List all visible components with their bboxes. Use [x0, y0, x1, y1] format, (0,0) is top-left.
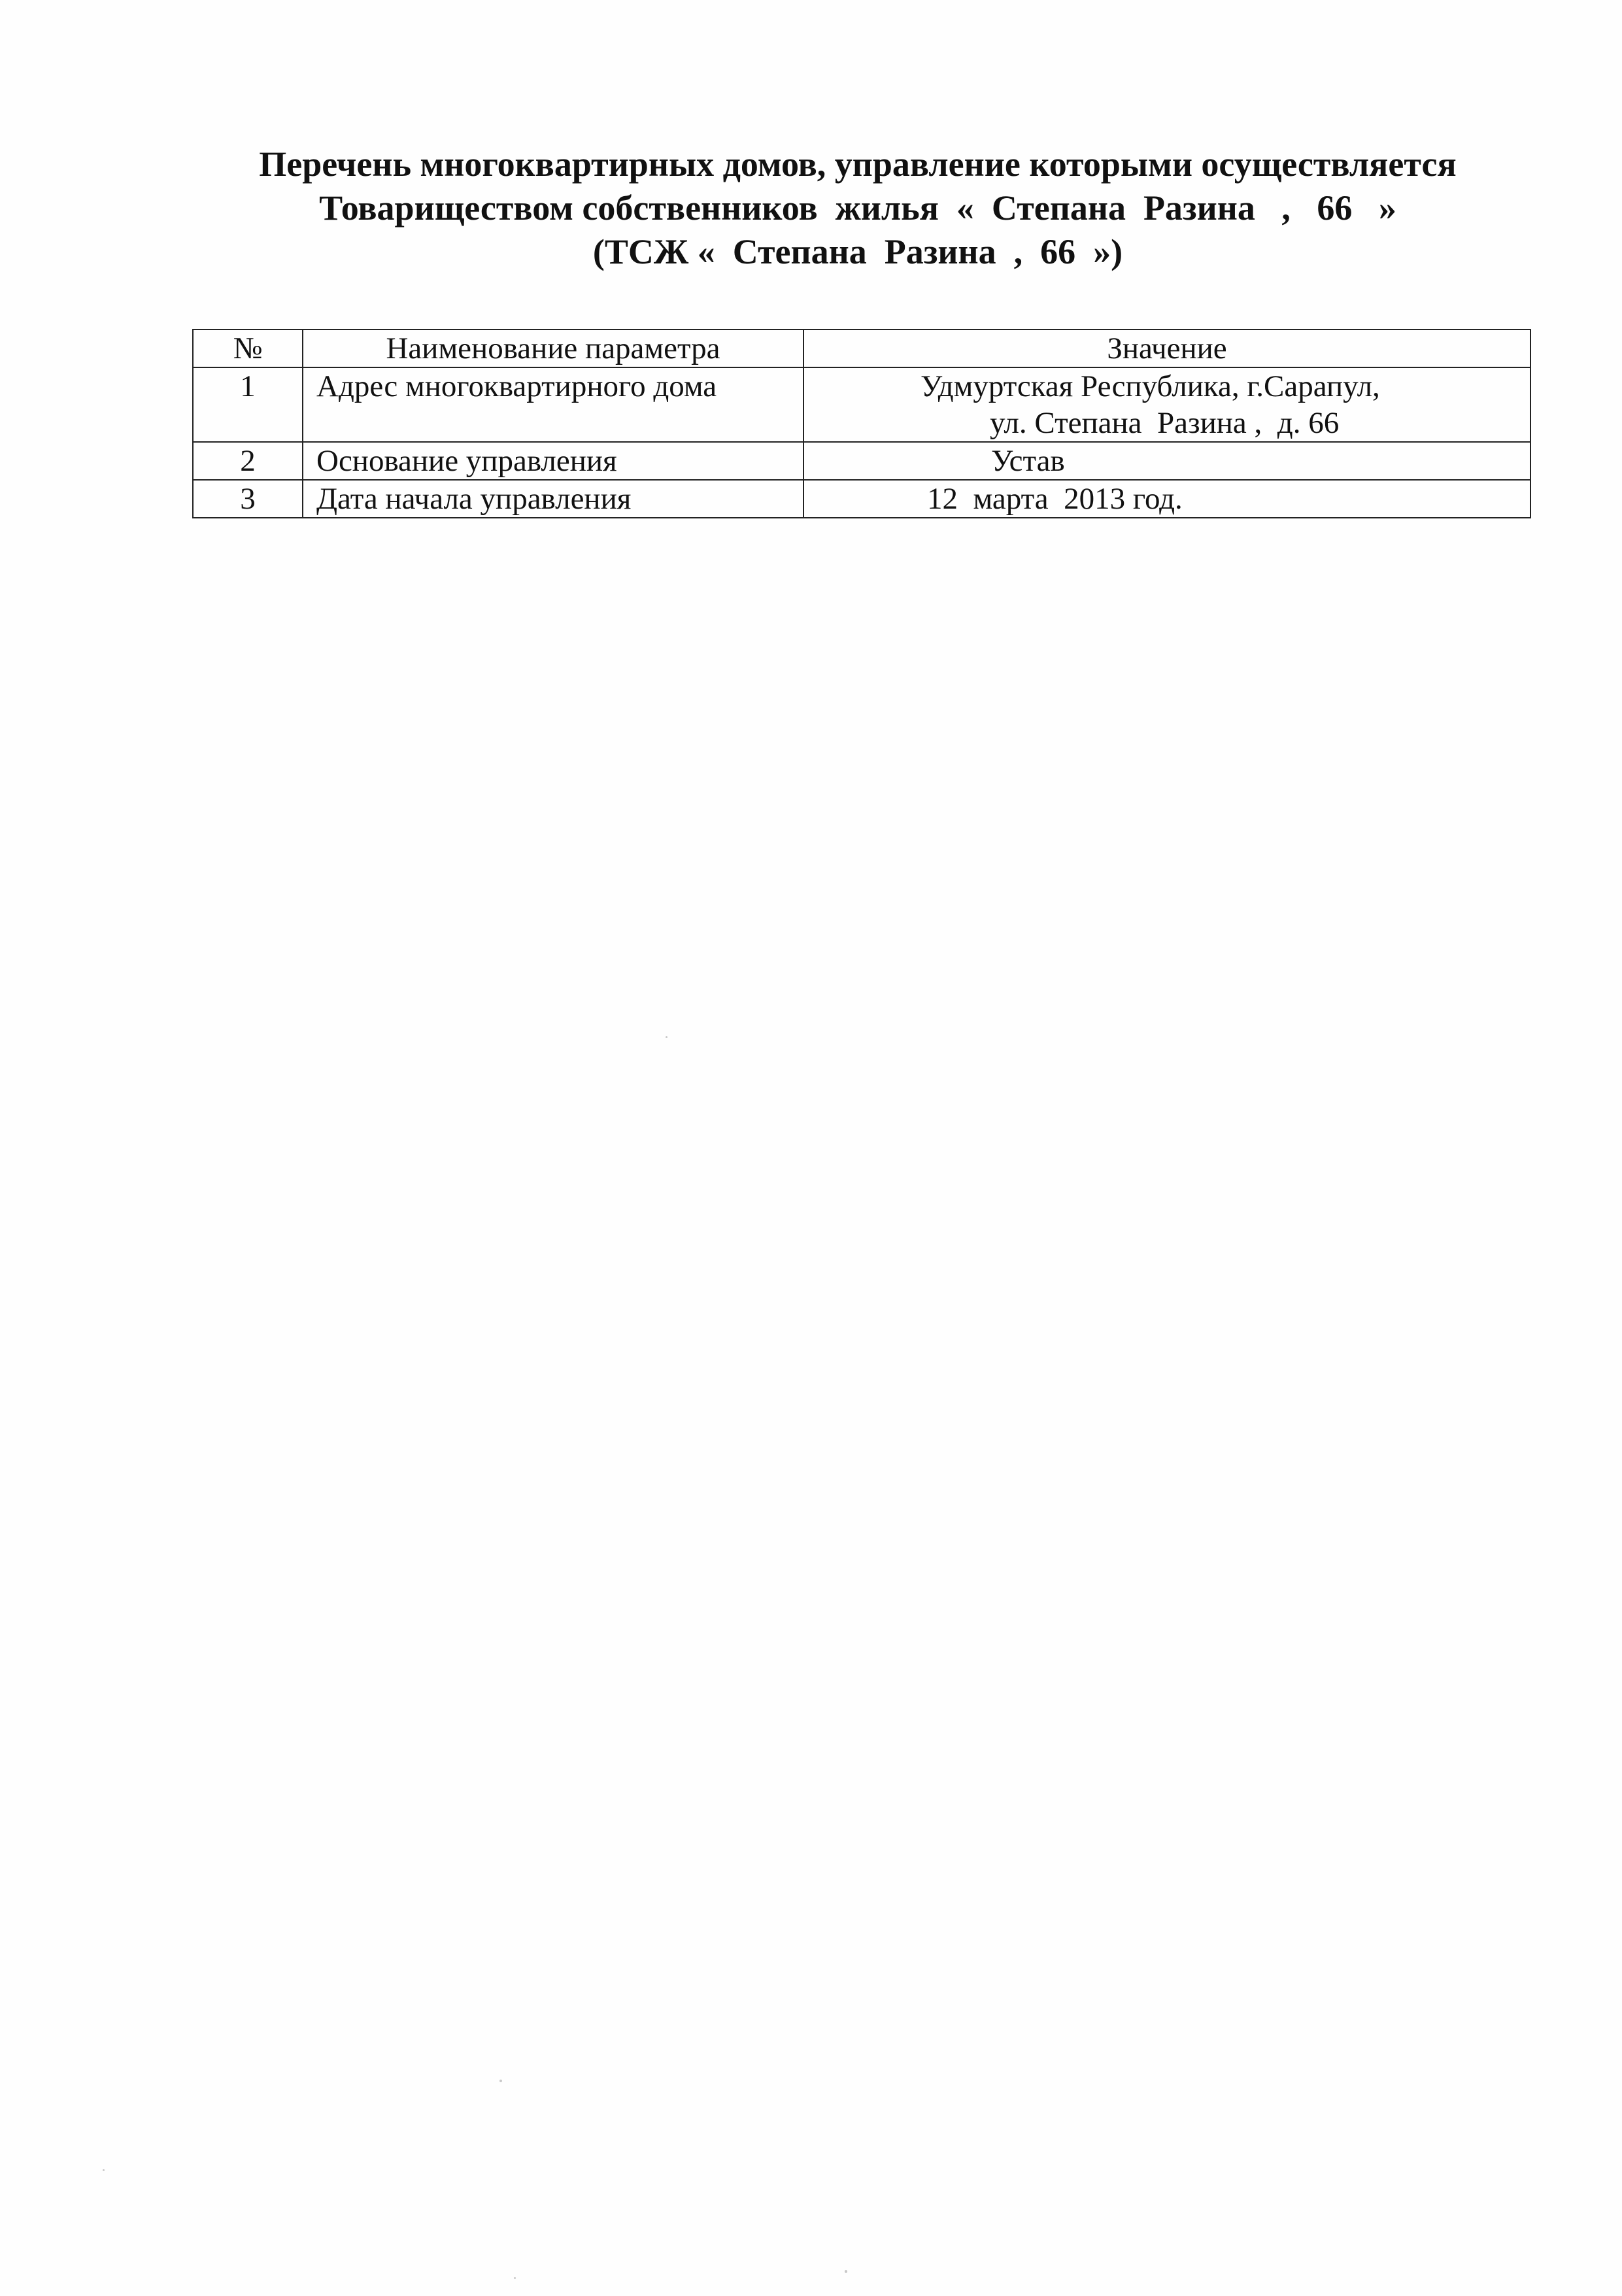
header-name: Наименование параметра	[303, 329, 803, 367]
table-row	[193, 442, 1530, 480]
row-value	[803, 442, 1530, 480]
header-num: №	[193, 329, 303, 367]
table-header-row	[193, 329, 1530, 367]
document-title	[191, 143, 1525, 274]
row-name: Основание управления	[303, 442, 803, 480]
header-value: Значение	[803, 329, 1530, 367]
scan-speck	[103, 2169, 105, 2171]
row-num: 2	[193, 442, 303, 480]
table-row	[193, 480, 1530, 518]
scan-speck	[845, 2270, 847, 2273]
row-value	[803, 367, 1530, 442]
address-line-1: Удмуртская Республика, г.Сарапул,	[921, 369, 1380, 403]
row-name: Адрес многоквартирного дома	[303, 367, 803, 442]
title-line-2: Товариществом собственников жилья « Степана Разина , 66 »	[319, 188, 1396, 228]
row-name: Дата начала управления	[303, 480, 803, 518]
title-line-1: Перечень многоквартирных домов, управление которыми осуществляется	[259, 144, 1457, 184]
scan-speck	[499, 2080, 502, 2082]
management-basis-value: Устав	[991, 444, 1065, 478]
row-num: 3	[193, 480, 303, 518]
title-line-3: (ТСЖ « Степана Разина , 66 »)	[592, 232, 1123, 271]
parameters-table	[192, 329, 1531, 518]
row-num: 1	[193, 367, 303, 442]
scan-speck	[666, 1036, 667, 1038]
address-line-2: ул. Степана Разина , д. 66	[990, 406, 1340, 440]
table-row	[193, 367, 1530, 442]
scan-speck	[514, 2277, 516, 2279]
start-date-value: 12 марта 2013 год.	[927, 482, 1183, 516]
row-value	[803, 480, 1530, 518]
